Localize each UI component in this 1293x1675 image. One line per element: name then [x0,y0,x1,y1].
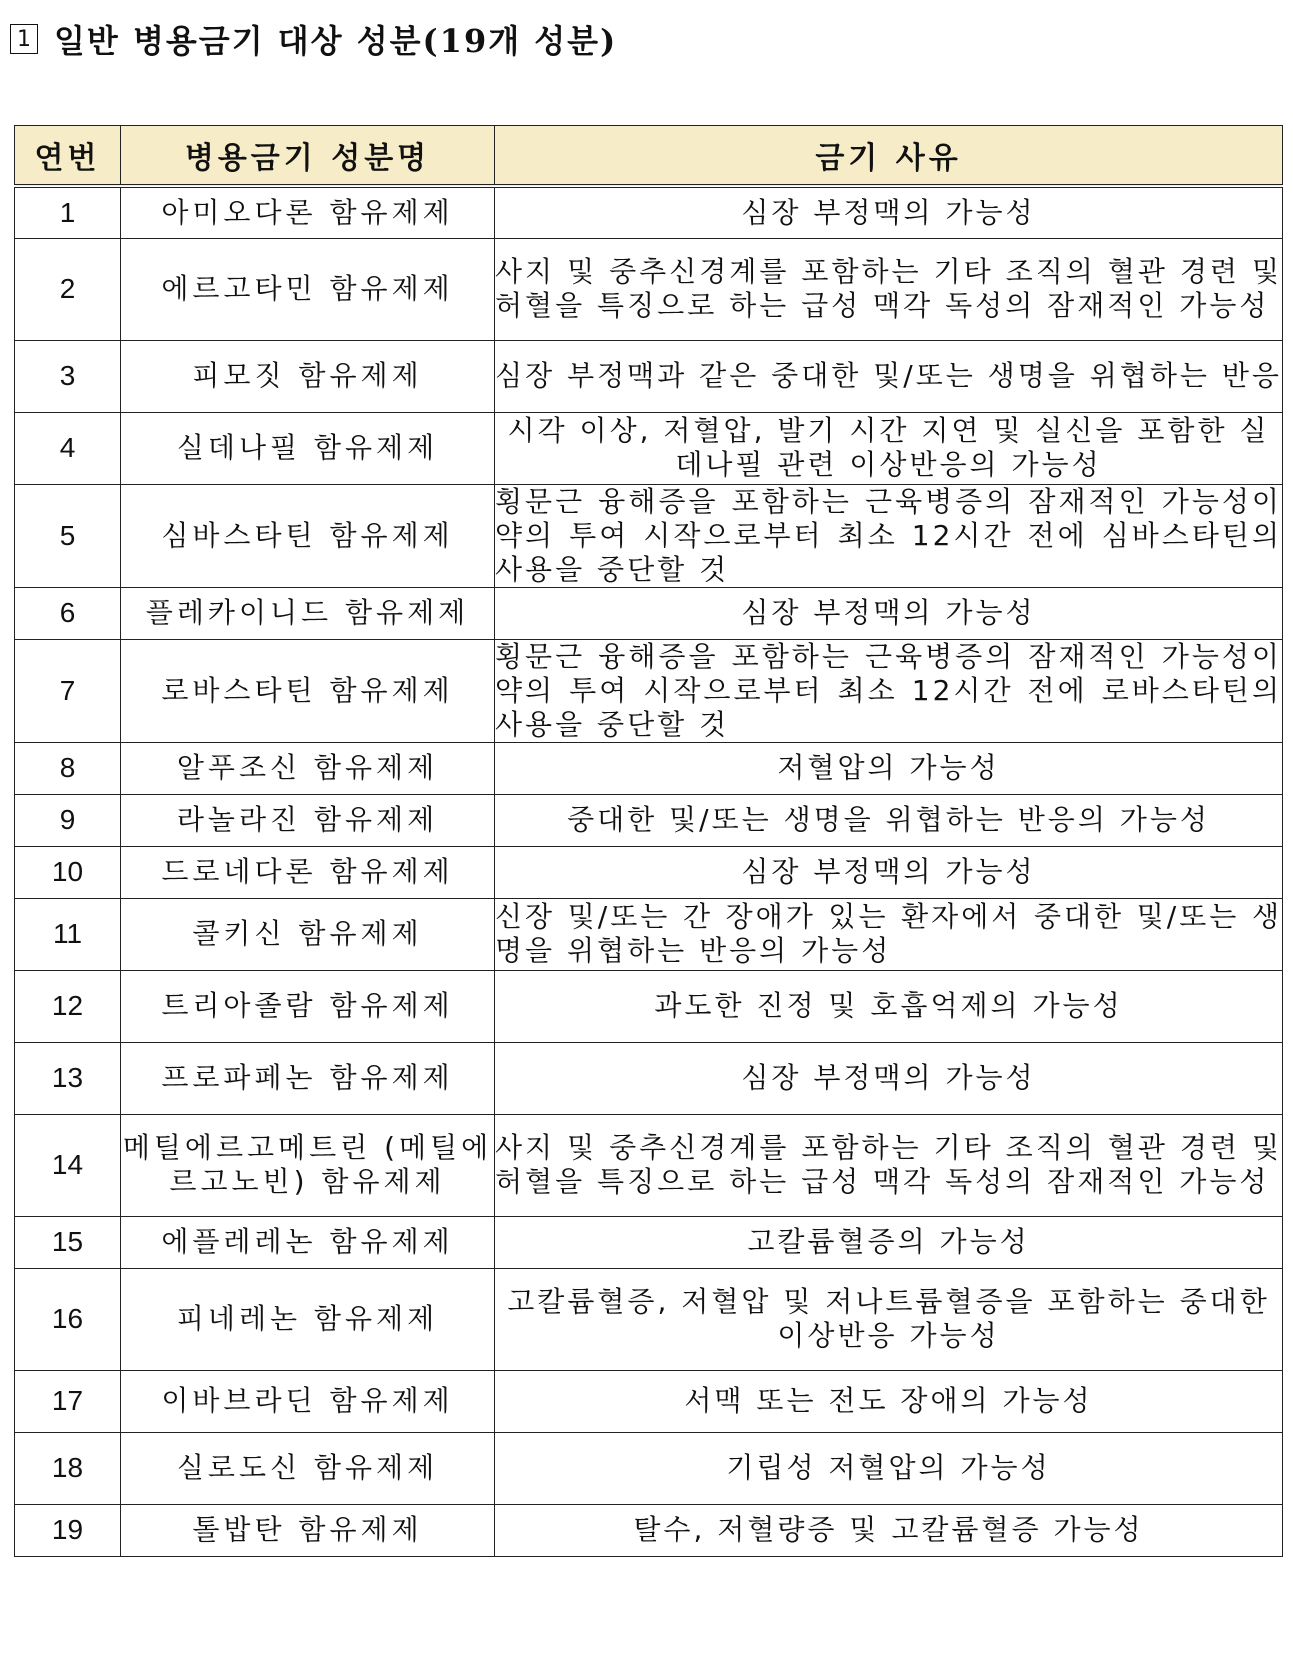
row-ingredient-name: 톨밥탄 함유제제 [121,1504,495,1556]
table-row [15,186,1283,238]
row-serial-number: 4 [15,412,121,484]
row-ingredient-name: 피모짓 함유제제 [121,340,495,412]
table-row [15,1216,1283,1268]
row-serial-number: 16 [15,1268,121,1370]
row-contraindication-reason: 심장 부정맥의 가능성 [495,587,1283,639]
row-serial-number: 14 [15,1114,121,1216]
row-contraindication-reason: 중대한 및/또는 생명을 위협하는 반응의 가능성 [495,794,1283,846]
row-contraindication-reason: 저혈압의 가능성 [495,742,1283,794]
row-serial-number: 8 [15,742,121,794]
row-ingredient-name: 로바스타틴 함유제제 [121,639,495,742]
row-serial-number: 19 [15,1504,121,1556]
row-serial-number: 2 [15,238,121,340]
row-serial-number: 12 [15,970,121,1042]
table-row [15,639,1283,742]
table-row [15,794,1283,846]
row-contraindication-reason: 심장 부정맥의 가능성 [495,1042,1283,1114]
row-ingredient-name: 드로네다론 함유제제 [121,846,495,898]
table-row [15,412,1283,484]
row-serial-number: 18 [15,1432,121,1504]
row-contraindication-reason: 탈수, 저혈량증 및 고칼륨혈증 가능성 [495,1504,1283,1556]
row-serial-number: 13 [15,1042,121,1114]
row-serial-number: 15 [15,1216,121,1268]
row-contraindication-reason: 고칼륨혈증의 가능성 [495,1216,1283,1268]
row-ingredient-name: 실데나필 함유제제 [121,412,495,484]
row-ingredient-name: 플레카이니드 함유제제 [121,587,495,639]
row-contraindication-reason: 심장 부정맥의 가능성 [495,846,1283,898]
row-serial-number: 1 [15,186,121,238]
row-ingredient-name: 트리아졸람 함유제제 [121,970,495,1042]
row-ingredient-name: 에르고타민 함유제제 [121,238,495,340]
table-row [15,587,1283,639]
table-row [15,238,1283,340]
row-contraindication-reason: 고칼륨혈증, 저혈압 및 저나트륨혈증을 포함하는 중대한 이상반응 가능성 [495,1268,1283,1370]
row-ingredient-name: 피네레논 함유제제 [121,1268,495,1370]
row-contraindication-reason: 기립성 저혈압의 가능성 [495,1432,1283,1504]
row-serial-number: 6 [15,587,121,639]
section-heading [10,14,617,64]
row-contraindication-reason: 횡문근 융해증을 포함하는 근육병증의 잠재적인 가능성이 약의 투여 시작으로부터 최소 12시간 전에 심바스타틴의 사용을 중단할 것 [495,484,1282,586]
row-ingredient-name: 심바스타틴 함유제제 [121,484,495,587]
row-serial-number: 9 [15,794,121,846]
table-row [15,1042,1283,1114]
row-ingredient-name: 아미오다론 함유제제 [121,186,495,238]
row-contraindication-reason: 시각 이상, 저혈압, 발기 시간 지연 및 실신을 포함한 실데나필 관련 이상반응의 가능성 [495,412,1283,484]
row-ingredient-name: 라놀라진 함유제제 [121,794,495,846]
table-row [15,1370,1283,1432]
table-row [15,1504,1283,1556]
header-serial-number: 연번 [15,126,121,187]
row-ingredient-name: 프로파페논 함유제제 [121,1042,495,1114]
row-contraindication-reason: 과도한 진정 및 호흡억제의 가능성 [495,970,1283,1042]
table-header-row [15,126,1283,187]
header-ingredient-name: 병용금기 성분명 [121,126,495,187]
header-contraindication-reason: 금기 사유 [495,126,1283,187]
table-row [15,898,1283,970]
table-row [15,1268,1283,1370]
contraindication-table [14,125,1283,1557]
row-contraindication-reason: 서맥 또는 전도 장애의 가능성 [495,1370,1283,1432]
section-number-box: 1 [10,24,38,54]
table-row [15,846,1283,898]
row-ingredient-name: 알푸조신 함유제제 [121,742,495,794]
table-row [15,484,1283,587]
table-row [15,340,1283,412]
section-title: 일반 병용금기 대상 성분(19개 성분) [54,22,618,60]
row-ingredient-name: 콜키신 함유제제 [121,898,495,970]
table-row [15,1432,1283,1504]
row-ingredient-name: 에플레레논 함유제제 [121,1216,495,1268]
row-serial-number: 17 [15,1370,121,1432]
row-contraindication-reason: 사지 및 중추신경계를 포함하는 기타 조직의 혈관 경련 및 허혈을 특징으로 하는 급성 맥각 독성의 잠재적인 가능성 [495,1114,1283,1216]
row-serial-number: 5 [15,484,121,587]
row-contraindication-reason: 심장 부정맥의 가능성 [495,186,1283,238]
row-contraindication-reason: 횡문근 융해증을 포함하는 근육병증의 잠재적인 가능성이 약의 투여 시작으로부터 최소 12시간 전에 로바스타틴의 사용을 중단할 것 [495,639,1282,741]
row-contraindication-reason: 신장 및/또는 간 장애가 있는 환자에서 중대한 및/또는 생명을 위협하는 반응의 가능성 [495,898,1283,970]
table-row [15,742,1283,794]
row-serial-number: 3 [15,340,121,412]
row-contraindication-reason: 심장 부정맥과 같은 중대한 및/또는 생명을 위협하는 반응 [495,340,1283,412]
row-ingredient-name: 이바브라딘 함유제제 [121,1370,495,1432]
row-ingredient-name: 메틸에르고메트린 (메틸에르고노빈) 함유제제 [121,1114,495,1216]
table-row [15,1114,1283,1216]
row-serial-number: 7 [15,639,121,742]
row-serial-number: 11 [15,898,121,970]
table-row [15,970,1283,1042]
row-contraindication-reason: 사지 및 중추신경계를 포함하는 기타 조직의 혈관 경련 및 허혈을 특징으로 하는 급성 맥각 독성의 잠재적인 가능성 [495,238,1283,340]
row-serial-number: 10 [15,846,121,898]
row-ingredient-name: 실로도신 함유제제 [121,1432,495,1504]
